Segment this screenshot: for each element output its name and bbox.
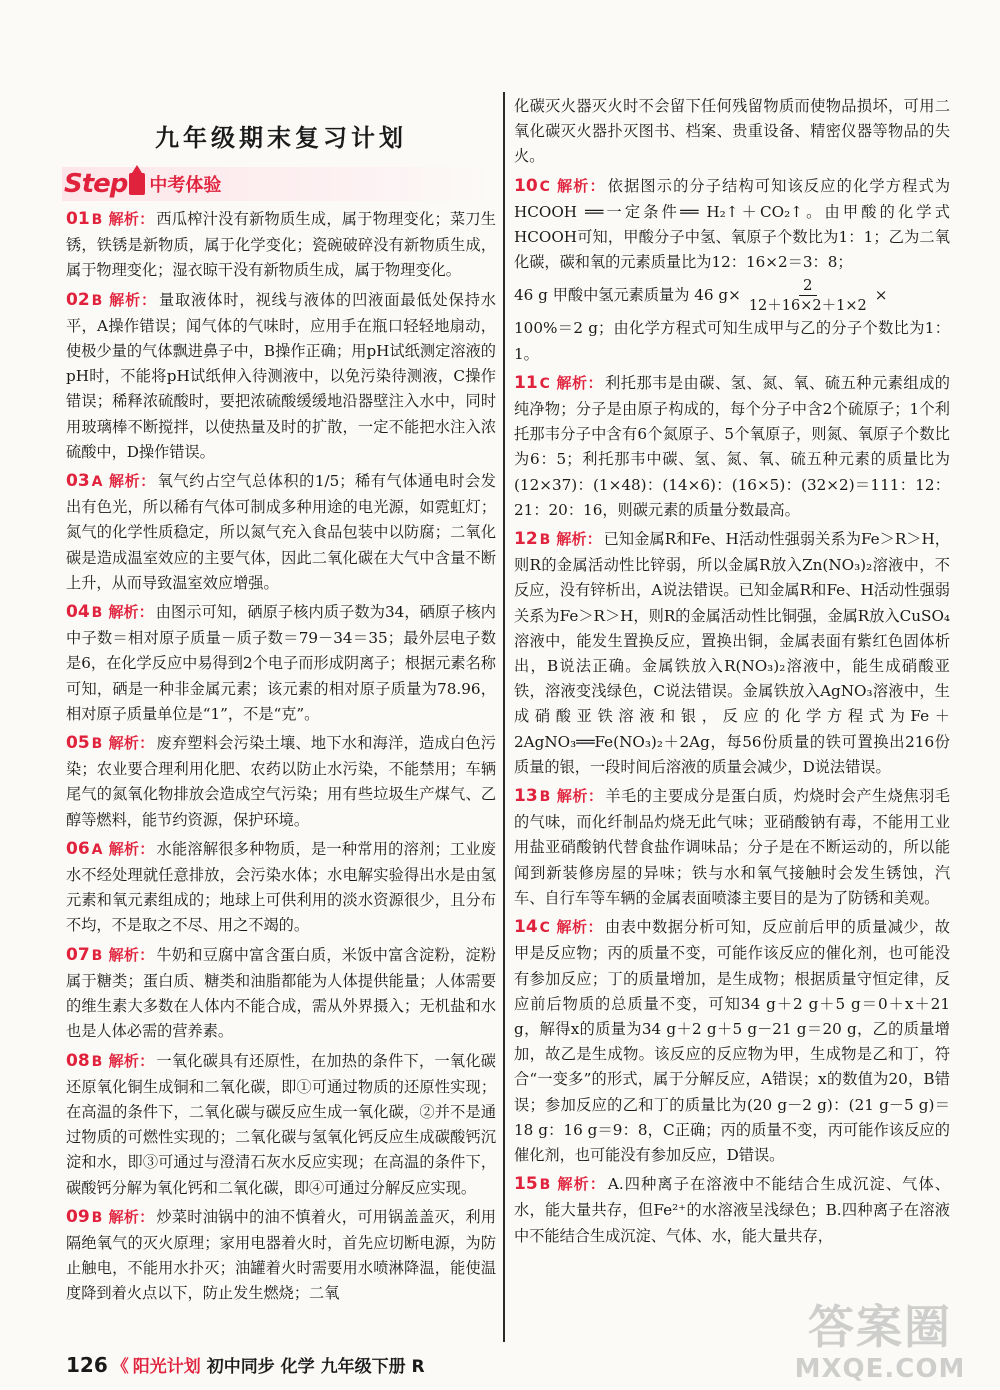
answer-letter: B (539, 789, 551, 806)
question-number: 05 (66, 733, 90, 754)
question-number: 06 (66, 838, 90, 859)
answer-letter: A (91, 841, 103, 858)
analysis-continued-text: 化碳灭火器灭火时不会留下任何残留物质而使物品损坏，可用二氧化碳灭火器扑灭图书、档案、贵重设备、精密仪器等物品的失火。 (514, 97, 950, 166)
answer-letter: B (91, 1053, 103, 1070)
answer-letter: C (539, 178, 550, 195)
answer-item (66, 469, 496, 596)
analysis-text: 西瓜榨汁没有新物质生成，属于物理变化；菜刀生锈，铁锈是新物质，属于化学变化；瓷碗破碎没有新物质生成，属于物理变化；湿衣晾干没有新物质生成，属于物理变化。 (66, 210, 496, 280)
answer-letter: B (91, 1209, 103, 1226)
analysis-text: 一氧化碳具有还原性，在加热的条件下，一氧化碳还原氧化铜生成铜和二氧化碳，即①可通过物质的还原性实现；在高温的条件下，二氧化碳与碳反应生成一氧化碳，②并不是通过物质的可燃性实现的；二氧化碳与氢氧化钙反应生成碳酸钙沉淀和水，即③可通过与澄清石灰水反应实现；在高温的条件下，碳酸钙分解为氧化钙和二氧化碳，即④可通过分解反应实现。 (66, 1051, 496, 1197)
answer-item (66, 943, 496, 1045)
analysis-tag: 解析： (108, 290, 157, 309)
answer-item (66, 731, 496, 833)
analysis-tag: 解析： (108, 472, 156, 491)
analysis-tag: 解析： (555, 373, 604, 392)
answer-item (514, 915, 950, 1168)
left-column (66, 92, 496, 1311)
watermark-text: 答案圈 (808, 1300, 952, 1354)
answer-item (66, 1049, 496, 1201)
answer-item (514, 371, 950, 523)
analysis-tag: 解析： (108, 603, 154, 622)
answer-item (66, 207, 496, 284)
answer-letter: C (539, 920, 550, 937)
question-number: 08 (66, 1050, 90, 1071)
fraction (745, 275, 871, 316)
answer-item (514, 527, 950, 780)
column-divider (503, 92, 505, 1342)
fraction-denominator: 12＋16×2＋1×2 (748, 298, 867, 315)
formula-line (514, 275, 950, 316)
footer-chevron-icon: 《 (111, 1357, 129, 1377)
formula-prefix: 46 g 甲酸中氢元素质量为 46 g× (514, 286, 741, 305)
analysis-text: 羊毛的主要成分是蛋白质，灼烧时会产生烧焦羽毛的气味，而化纤制品灼烧无此气味；亚硝酸钠有毒，不能用工业用盐亚硝酸钠代替食盐作调味品；分子是在不断运动的，所以能闻到新装修房屋的异味；铁与水和氧气接触时会发生锈蚀，汽车、自行车等车辆的金属表面喷漆主要目的是为了防锈和美观。 (514, 787, 950, 907)
right-column (514, 94, 950, 1253)
answer-item (66, 600, 496, 727)
question-number: 09 (66, 1206, 90, 1227)
analysis-tag: 解析： (556, 787, 604, 806)
page-footer (66, 1352, 425, 1377)
analysis-tag: 解析： (556, 530, 602, 549)
step-label: 中考体验 (149, 175, 222, 196)
analysis-tag: 解析： (108, 210, 155, 228)
analysis-text: 氧气约占空气总体积的1/5；稀有气体通电时会发出有色光，所以稀有气体可制成多种用途的电光源，如霓虹灯；氮气的化学性质稳定，所以氮气充入食品包装中以防腐；二氧化碳是造成温室效应的主要气体，因此二氧化碳在大气中含量不断上升，从而导致温室效应增强。 (66, 472, 496, 592)
watermark-url: MXQE.COM (794, 1354, 966, 1384)
footer-brand: 阳光计划 (132, 1357, 201, 1377)
analysis-text: 为 HCOOH ══一定条件══ H₂↑＋CO₂↑。由甲酸的化学式HCOOH可知，甲酸分子中氢、氧原子个数比为1：1；乙为二氧化碳，碳和氧的元素质量比为12：16×2＝3：8； (514, 176, 950, 272)
answer-letter: B (539, 1177, 551, 1194)
question-number: 10 (514, 175, 538, 196)
question-number: 07 (66, 944, 90, 965)
analysis-tag: 解析： (108, 734, 155, 753)
analysis-text: 牛奶和豆腐中富含蛋白质，米饭中富含淀粉，淀粉属于糖类；蛋白质、糖类和油脂都能为人体提供能量；人体需要的维生素大多数在人体内不能合成，需从外界摄入；无机盐和水也是人体必需的营养素。 (66, 945, 496, 1041)
analysis-text: 水能溶解很多种物质，是一种常用的溶剂；工业废水不经处理就任意排放，会污染水体；水电解实验得出水是由氢元素和氧元素组成的；地球上可供利用的淡水资源很少，且分布不均，不是取之不尽、用之不竭的。 (66, 839, 496, 935)
analysis-text: 炒菜时油锅中的油不慎着火，可用锅盖盖灭，利用隔绝氧气的灭火原理；家用电器着火时，首先应切断电源，为防止触电，不能用水扑灭；油罐着火时需要用水喷淋降温，能使温度降到着火点以下，防止发生燃烧；二氧 (66, 1207, 496, 1303)
footer-text: 初中同步 化学 九年级下册 R (206, 1357, 425, 1377)
right-answer-list (514, 94, 950, 1249)
page-title: 九年级期末复习计划 (155, 123, 407, 152)
answer-item (514, 1172, 950, 1249)
answer-item (514, 94, 950, 170)
answer-letter: C (539, 375, 550, 392)
analysis-text: 由图示可知，硒原子核内质子数为34，硒原子核内中子数＝相对原子质量－质子数＝79－34＝35；最外层电子数是6，在化学反应中易得到2个电子而形成阴离子；根据元素名称可知，硒是一种非金属元素；该元素的相对原子质量为78.96，相对原子质量单位是“1”，不是“克”。 (66, 603, 496, 723)
analysis-text: 量取液体时，视线与液体的凹液面最低处保持水平，A操作错误；闻气体的气味时，应用手在瓶口轻轻地扇动，使极少量的气体飘进鼻子中，B操作正确；用pH试纸测定溶液的pH时，不能将pH试纸伸入待测液中，以免污染待测液，C操作错误；稀释浓硫酸时，要把浓硫酸缓缓地沿器壁注入水中，同时用玻璃棒不断搅拌，以使热量及时的扩散，一定不能把水注入浓硫酸中，D操作错误。 (66, 290, 496, 461)
analysis-text: 已知金属R和Fe、H活动性强弱关系为Fe＞R＞H，则R的金属活动性比锌弱，所以金属R放入Zn(NO₃)₂溶液中，不反应，没有锌析出，A说法错误。已知金属R和Fe、H活动性强弱关系为Fe＞R＞H，则R的金属活动性比铜强，金属R放入CuSO₄溶液中，能发生置换反应，置换出铜，金属表面有紫红色固体析出，B说法正确。金属铁放入R(NO₃)₂溶液中，能生成硝酸亚铁，溶液变浅绿色，C说法错误。金属铁放入AgNO₃溶液中，生成硝酸亚铁溶液和银，反应的化学方程式为Fe＋2AgNO₃══Fe(NO₃)₂＋2Ag，每56份质量的铁可置换出216份质量的银，一段时间后溶液的质量会减少，D说法错误。 (514, 530, 950, 776)
answer-letter: B (91, 292, 103, 309)
answer-item (514, 784, 950, 911)
answer-item (514, 174, 950, 367)
question-number: 11 (514, 372, 538, 393)
watermark-logo (780, 1300, 980, 1384)
analysis-text: 利托那韦是由碳、氢、氮、氧、硫五种元素组成的纯净物；分子是由原子构成的，每个分子中含2个硫原子；1个利托那韦分子中含有6个氮原子、5个氧原子，则氮、氧原子个数比为6：5；利托那韦中碳、氢、氮、氧、硫五种元素的质量比为(12×37)：(1×48)：(14×6)：(16×5)：(32×2)＝111：12：21：20：16，则碳元素的质量分数最高。 (514, 373, 950, 519)
step-word: Step (64, 169, 128, 199)
question-number: 15 (514, 1174, 538, 1195)
question-number: 02 (66, 289, 90, 310)
step-arrow-icon (129, 173, 145, 195)
answer-letter: A (91, 474, 103, 491)
fraction-numerator: 2 (799, 275, 817, 296)
analysis-tag: 解析： (556, 1175, 606, 1194)
analysis-text: A.四种离子在溶液中不能结合生成沉淀、气体、水，能大量共存，但Fe²⁺的水溶液呈浅绿色；B.四种离子在溶液中不能结合生成沉淀、气体、水，能大量共存， (514, 1175, 950, 1245)
question-number: 14 (514, 917, 538, 938)
answer-item (66, 1205, 496, 1307)
page-number: 126 (66, 1352, 108, 1377)
answer-item (66, 288, 496, 465)
analysis-text: 由表中数据分析可知，反应前后甲的质量减少，故甲是反应物；丙的质量不变，可能作该反应的催化剂，也可能没有参加反应；丁的质量增加，是生成物；根据质量守恒定律，反应前后物质的总质量不变，可知34 g＋2 g＋5 g＝0＋x＋21 g，解得x的质量为34 g＋2 g＋5 g－21 g＝20 g，乙的质量增加，故乙是生成物。该反应的反应物为甲，生成物是乙和丁，符合“一变多”的形式，属于分解反应，A错误；x的数值为20，B错误；参加反应的乙和丁的质量比为(20 g－2 g)：(21 g－5 g)＝18 g：16 g＝9：8，C正确；丙的质量不变，丙可能作该反应的催化剂，也可能没有参加反应，D错误。 (514, 918, 950, 1164)
answer-letter: B (91, 947, 103, 964)
analysis-tag: 解析： (108, 945, 155, 964)
answer-letter: B (91, 736, 103, 753)
step-banner (62, 167, 496, 201)
left-answer-list (66, 207, 496, 1307)
analysis-tag: 解析： (555, 176, 606, 195)
answer-letter: B (539, 532, 551, 549)
analysis-tag: 解析： (555, 918, 604, 937)
answer-letter: B (91, 212, 103, 228)
question-number: 04 (66, 602, 90, 623)
analysis-text: 100%＝2 g；由化学方程式可知生成甲与乙的分子个数比为1：1。 (514, 319, 950, 363)
analysis-tag: 解析： (108, 1051, 155, 1070)
analysis-tag: 解析： (108, 1207, 155, 1226)
question-number: 01 (66, 209, 90, 229)
answer-letter: B (91, 605, 103, 622)
analysis-text: 依据图示的分子结构可知该反应的化学方程式 (607, 176, 935, 195)
formula-suffix: × (874, 286, 888, 305)
question-number: 13 (514, 786, 538, 807)
analysis-text: 废弃塑料会污染土壤、地下水和海洋，造成白色污染；农业要合理利用化肥、农药以防止水污染，不能禁用；车辆尾气的氮氧化物排放会造成空气污染；用有些垃圾生产煤气、乙醇等燃料，能节约资源，保护环境。 (66, 734, 496, 829)
question-number: 03 (66, 471, 90, 492)
analysis-tag: 解析： (108, 839, 155, 858)
question-number: 12 (514, 529, 538, 550)
answer-item (66, 837, 496, 939)
